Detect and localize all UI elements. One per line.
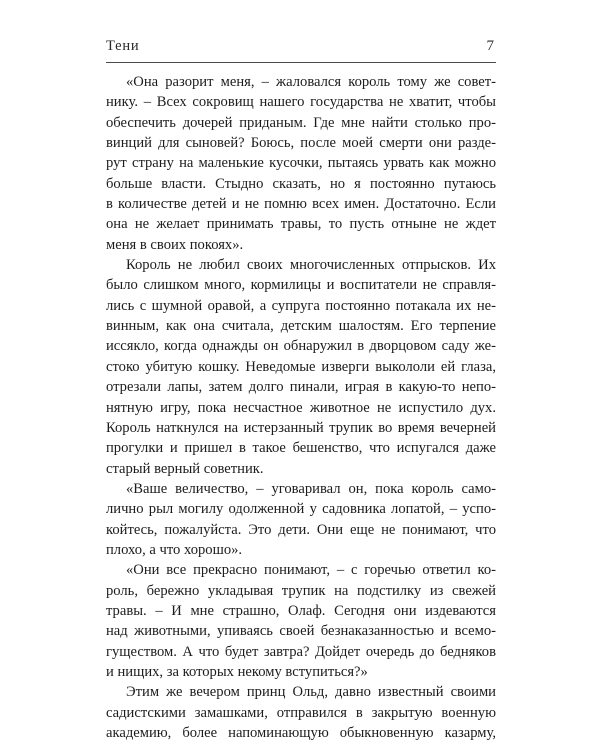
text-line: Король наткнулся на истерзанный трупик во время вечерней: [106, 419, 496, 436]
paragraph-3: [106, 479, 496, 560]
text-line: стоко убитую кошку. Неведомые изверги выкололи ей глаза,: [106, 358, 496, 375]
text-line: и нищих, за которых некому вступиться?»: [106, 663, 368, 680]
text-line: она не желает принимать травы, то пусть отныне не ждет: [106, 216, 496, 233]
text-line: нику. – Всех сокровищ нашего государства не хватит, чтобы: [106, 94, 496, 111]
text-line: иссякло, когда однажды он обнаружил в дворцовом саду же-: [106, 338, 496, 355]
text-line: койтесь, пожалуйста. Это дети. Они еще не понимают, что: [106, 521, 496, 538]
page-number: 7: [486, 38, 494, 54]
text-line: гуществом. А что будет завтра? Дойдет очередь до бедняков: [106, 643, 496, 660]
text-line: плохо, а что хорошо».: [106, 541, 243, 558]
text-line: «Ваше величество, – уговаривал он, пока король само-: [126, 480, 496, 497]
text-line: больше власти. Стыдно сказать, но я постоянно путаюсь: [106, 175, 496, 192]
running-header: [106, 38, 496, 63]
text-line: травы. – И мне страшно, Олаф. Сегодня они издеваются: [106, 602, 496, 619]
text-line: старый верный советник.: [106, 460, 264, 477]
paragraph-1: [106, 72, 496, 255]
text-line: лично рыл могилу одолженной у садовника лопатой, – успо-: [106, 501, 496, 518]
text-line: рут страну на маленькие кусочки, пытаясь урвать как можно: [106, 155, 496, 172]
text-line: над животными, упиваясь своей безнаказанностью и всемо-: [106, 623, 496, 640]
text-line: Король не любил своих многочисленных отпрысков. Их: [126, 257, 496, 274]
text-line: в количестве детей и не помню всех имен. Достаточно. Если: [106, 196, 496, 213]
text-line: обеспечить дочерей приданым. Где мне найти столько про-: [106, 114, 496, 131]
paragraph-4: [106, 560, 496, 682]
text-line: прогулки и пришел в такое бешенство, что испугался даже: [106, 440, 496, 457]
text-line: роль, бережно укладывая трупик на подстилку из свежей: [106, 582, 496, 599]
text-line: лись с шумной оравой, а супруга постоянно потакала их не-: [106, 297, 496, 314]
text-line: винций для сыновей? Боюсь, после моей смерти они разде-: [106, 135, 496, 152]
running-title: Тени: [106, 38, 140, 54]
text-line: академию, более напоминающую обыкновенную казарму,: [106, 725, 496, 741]
text-line: меня в своих покоях».: [106, 236, 244, 253]
text-line: садистскими замашками, отправился в закрытую военную: [106, 704, 496, 721]
text-line: было слишком много, кормилицы и воспитатели не справля-: [106, 277, 496, 294]
text-line: «Они все прекрасно понимают, – с горечью ответил ко-: [126, 562, 496, 579]
text-line: нятную игру, пока несчастное животное не испустило дух.: [106, 399, 496, 416]
paragraph-2: [106, 255, 496, 479]
paragraph-5: [106, 682, 496, 743]
body-text: [106, 72, 496, 743]
text-line: отрезали лапы, затем долго пинали, играя в какую-то непо-: [106, 379, 496, 396]
text-line: Этим же вечером принц Ольд, давно известный своими: [126, 684, 496, 701]
text-line: винным, как она считала, детским шалостям. Его терпение: [106, 318, 496, 335]
text-line: «Она разорит меня, – жаловался король тому же совет-: [126, 74, 496, 90]
